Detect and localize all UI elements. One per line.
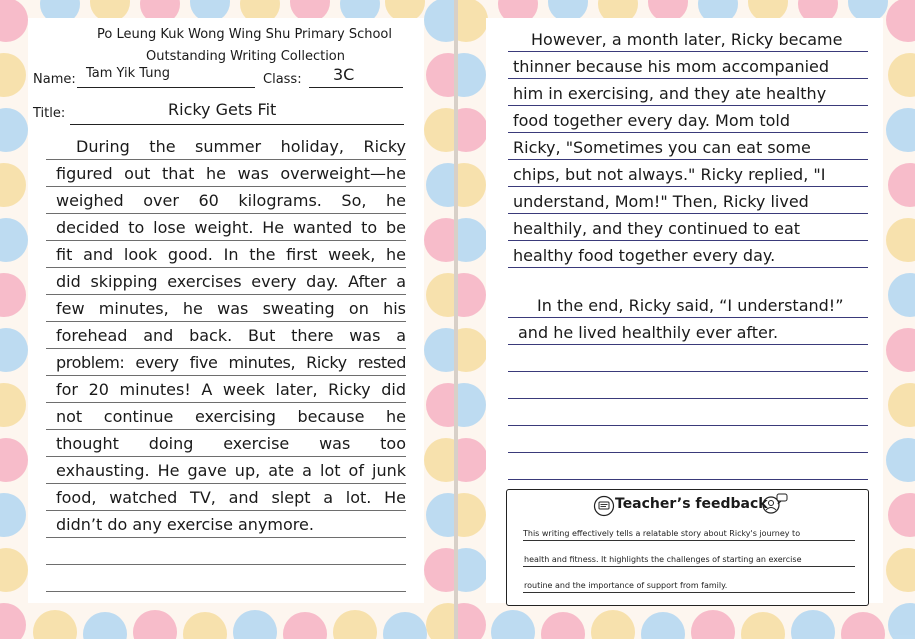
body-line: and he lived healthily ever after. — [518, 323, 779, 342]
ruled-line — [508, 344, 868, 345]
body-line: for 20 minutes! A week later, Ricky did — [56, 380, 406, 399]
ruled-line — [46, 402, 406, 403]
collection-name: Outstanding Writing Collection — [146, 49, 345, 64]
body-line: During the summer holiday, Ricky — [76, 137, 406, 156]
class-value: 3C — [333, 65, 355, 84]
body-line: not continue exercising because he — [56, 407, 406, 426]
body-line: forehead and back. But there was a — [56, 326, 406, 345]
body-line: thought doing exercise was too — [56, 434, 406, 453]
class-underline — [309, 87, 403, 88]
body-line: did skipping exercises every day. After a — [56, 272, 406, 291]
feedback-rule — [523, 540, 855, 541]
school-name: Po Leung Kuk Wong Wing Shu Primary School — [97, 27, 392, 42]
body-line: decided to lose weight. He wanted to be — [56, 218, 406, 237]
feedback-message-icon — [593, 495, 615, 517]
ruled-line — [46, 348, 406, 349]
title-underline — [70, 124, 404, 125]
feedback-rule — [523, 592, 855, 593]
body-line: However, a month later, Ricky became — [531, 30, 843, 49]
body-line: weighed over 60 kilograms. So, he — [56, 191, 406, 210]
ruled-line — [508, 78, 868, 79]
ruled-line — [46, 564, 406, 565]
ruled-line — [46, 456, 406, 457]
ruled-line — [46, 537, 406, 538]
ruled-line — [508, 398, 868, 399]
ruled-line — [508, 452, 868, 453]
body-line: food, watched TV, and slept a lot. He — [56, 488, 406, 507]
ruled-line — [508, 105, 868, 106]
body-line: thinner because his mom accompanied — [513, 57, 830, 76]
teacher-chat-icon — [761, 492, 789, 516]
ruled-line — [46, 429, 406, 430]
body-line: healthily, and they continued to eat — [513, 219, 801, 238]
feedback-title: Teacher’s feedback — [615, 496, 768, 512]
body-line: understand, Mom!" Then, Ricky lived — [513, 192, 809, 211]
body-line: didn’t do any exercise anymore. — [56, 515, 314, 534]
ruled-line — [46, 321, 406, 322]
body-line: few minutes, he was sweating on his — [56, 299, 406, 318]
feedback-line: health and fitness. It highlights the challenges of starting an exercise — [524, 555, 802, 564]
ruled-line — [46, 267, 406, 268]
ruled-line — [46, 294, 406, 295]
ruled-line — [508, 425, 868, 426]
teacher-feedback-box — [506, 489, 869, 606]
ruled-line — [508, 371, 868, 372]
ruled-line — [46, 510, 406, 511]
ruled-line — [508, 267, 868, 268]
body-line: him in exercising, and they ate healthy — [513, 84, 827, 103]
ruled-line — [508, 317, 868, 318]
ruled-line — [508, 240, 868, 241]
ruled-line — [508, 51, 868, 52]
name-underline — [77, 87, 255, 88]
body-line: exhausting. He gave up, ate a lot of junk — [56, 461, 406, 480]
feedback-rule — [523, 566, 855, 567]
body-line: Ricky, "Sometimes you can eat some — [513, 138, 811, 157]
left-page — [0, 0, 454, 639]
ruled-line — [46, 483, 406, 484]
feedback-line: routine and the importance of support from family. — [524, 581, 728, 590]
body-line: healthy food together every day. — [513, 246, 776, 265]
body-line: In the end, Ricky said, “I understand!” — [537, 296, 844, 315]
feedback-line: This writing effectively tells a relatable story about Ricky's journey to — [523, 529, 801, 538]
ruled-line — [46, 186, 406, 187]
name-label: Name: — [33, 72, 76, 87]
body-line: food together every day. Mom told — [513, 111, 790, 130]
ruled-line — [508, 132, 868, 133]
ruled-line — [508, 213, 868, 214]
body-line: chips, but not always." Ricky replied, "I — [513, 165, 826, 184]
class-label: Class: — [263, 72, 302, 87]
ruled-line — [508, 186, 868, 187]
ruled-line — [508, 159, 868, 160]
ruled-line — [46, 591, 406, 592]
body-line: fit and look good. In the first week, he — [56, 245, 406, 264]
name-value: Tam Yik Tung — [86, 66, 170, 81]
body-line: problem: every five minutes, Ricky rested — [56, 353, 406, 372]
ruled-line — [46, 375, 406, 376]
ruled-line — [46, 159, 406, 160]
ruled-line — [46, 213, 406, 214]
title-label: Title: — [33, 106, 66, 121]
body-line: figured out that he was overweight—he — [56, 164, 406, 183]
title-value: Ricky Gets Fit — [168, 100, 277, 119]
ruled-line — [46, 240, 406, 241]
ruled-line — [508, 479, 868, 480]
